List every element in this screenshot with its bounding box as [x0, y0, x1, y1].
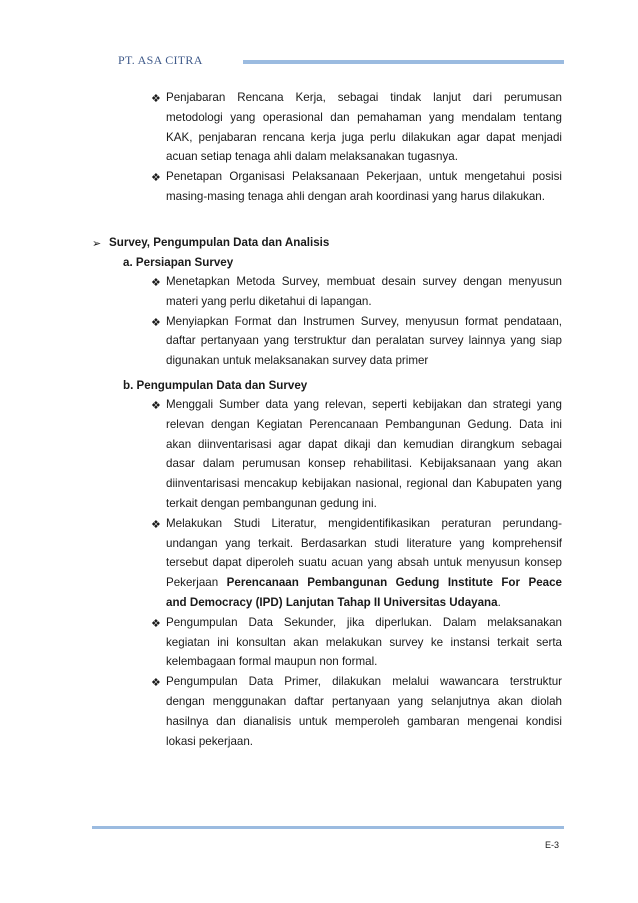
line-text: masing-masing tenaga ahli dengan arah koordinasi yang harus dilakukan.	[166, 190, 545, 203]
line-text: undangan yang terkait. Berdasarkan studi literature yang komprehensif	[166, 536, 562, 550]
text-line	[166, 695, 562, 709]
line-text: Menetapkan Metoda Survey, membuat desain survey dengan menyusun	[166, 275, 562, 288]
text-line	[166, 735, 253, 749]
bullet-icon: ❖	[151, 677, 161, 690]
line-text: akan diinventarisasi agar dapat dikaji dan kemudian dirangkum sebagai	[166, 437, 562, 451]
company-name: PT. ASA CITRA	[118, 53, 203, 67]
line-text: Melakukan Studi Literatur, mengidentifikasikan peraturan perundang-	[166, 516, 562, 530]
text-line	[166, 715, 562, 729]
bullet-icon: ❖	[151, 93, 161, 105]
text-line	[166, 576, 562, 590]
text-line	[166, 398, 562, 412]
subsection-title-b: b. Pengumpulan Data dan Survey	[123, 379, 308, 392]
bullet-icon: ❖	[151, 617, 161, 630]
text-line	[166, 91, 562, 105]
text-line	[166, 596, 501, 610]
line-text: dengan menggunakan daftar pertanyaan yang selanjutnya akan diolah	[166, 695, 562, 708]
line-text: kegiatan ini konsultan akan melakukan survey ke instansi terkait serta	[166, 635, 562, 649]
bullet-icon: ❖	[151, 172, 161, 185]
line-text: materi yang perlu diketahui di lapangan.	[166, 294, 372, 308]
line-text: dasar dalam perumusan konsep rehabilitasi. Kebijaksanaan yang akan	[166, 457, 562, 471]
line-text: digunakan untuk melaksanakan survey data primer	[166, 354, 429, 368]
footer-rule	[92, 826, 564, 829]
text-line	[166, 537, 562, 551]
text-line	[166, 131, 562, 145]
text-line	[166, 655, 377, 669]
line-text: daftar pertanyaan yang terstruktur dan peralatan survey lainnya yang siap	[166, 334, 562, 348]
text-line	[166, 636, 562, 650]
line-text-bold: Perencanaan Pembangunan Gedung Institute For Peace	[226, 576, 562, 590]
line-text: KAK, penjabaran rencana kerja juga perlu dilakukan agar dapat menjadi	[166, 130, 562, 144]
line-text: lokasi pekerjaan.	[166, 734, 254, 748]
text-line	[166, 111, 562, 125]
line-text: acuan setiap tenaga ahli dalam melaksanakan tugasnya.	[166, 150, 458, 164]
text-line	[166, 150, 458, 164]
text-line	[166, 477, 562, 491]
line-text: tersebut dapat diperoleh suatu acuan yang absah untuk menyusun konsep	[166, 556, 562, 570]
line-text: kelembagaan formal maupun non formal.	[166, 655, 378, 669]
text-line	[166, 438, 562, 452]
line-text: Pengumpulan Data Primer, dilakukan melalui wawancara terstruktur	[166, 675, 562, 689]
text-line	[166, 295, 372, 309]
text-line	[166, 497, 377, 511]
line-text: Menyiapkan Format dan Instrumen Survey, menyusun format pendataan,	[166, 314, 562, 328]
bullet-icon: ❖	[151, 400, 161, 412]
text-line	[166, 616, 562, 630]
line-text: Penjabaran Rencana Kerja, sebagai tindak lanjut dari perumusan	[166, 91, 562, 104]
line-text: diinventarisasi mencakup kebijakan nasional, regional dan Kabupaten yang	[166, 477, 562, 491]
line-text: Menggali Sumber data yang relevan, seperti kebijakan dan strategi yang	[166, 398, 562, 411]
text-line	[166, 556, 562, 570]
line-text: hasilnya dan dianalisis untuk memperoleh gambaran mengenai kondisi	[166, 714, 562, 728]
bullet-icon: ❖	[151, 518, 161, 531]
arrow-icon: ➢	[92, 238, 102, 250]
text-line	[166, 315, 562, 329]
line-text: metodologi yang operasional dan pemahaman yang mendalam tentang	[166, 110, 562, 124]
text-line	[166, 275, 562, 289]
text-line	[166, 675, 562, 689]
text-line	[166, 354, 428, 368]
section-title: Survey, Pengumpulan Data dan Analisis	[109, 236, 330, 249]
text-line	[166, 190, 545, 204]
text-line	[166, 170, 562, 184]
line-text: Penetapan Organisasi Pelaksanaan Pekerjaan, untuk mengetahui posisi	[166, 170, 562, 184]
page-number: E-3	[545, 840, 560, 850]
line-text: Pekerjaan	[166, 576, 227, 590]
text-line	[166, 418, 562, 432]
bullet-icon: ❖	[151, 316, 161, 329]
text-line	[166, 457, 562, 471]
line-text: Pengumpulan Data Sekunder, jika diperlukan. Dalam melaksanakan	[166, 615, 562, 629]
line-text-bold: and Democracy (IPD) Lanjutan Tahap II Universitas Udayana	[166, 596, 498, 609]
text-line	[166, 517, 562, 531]
subsection-title-a: a. Persiapan Survey	[123, 256, 234, 269]
bullet-icon: ❖	[151, 277, 161, 289]
line-text: terkait dengan pembangunan gedung ini.	[166, 497, 377, 510]
line-text: relevan dengan Kegiatan Perencanaan Pembangunan Gedung. Data ini	[166, 417, 562, 431]
header-rule	[243, 60, 564, 64]
line-text: .	[497, 596, 501, 609]
text-line	[166, 334, 562, 348]
